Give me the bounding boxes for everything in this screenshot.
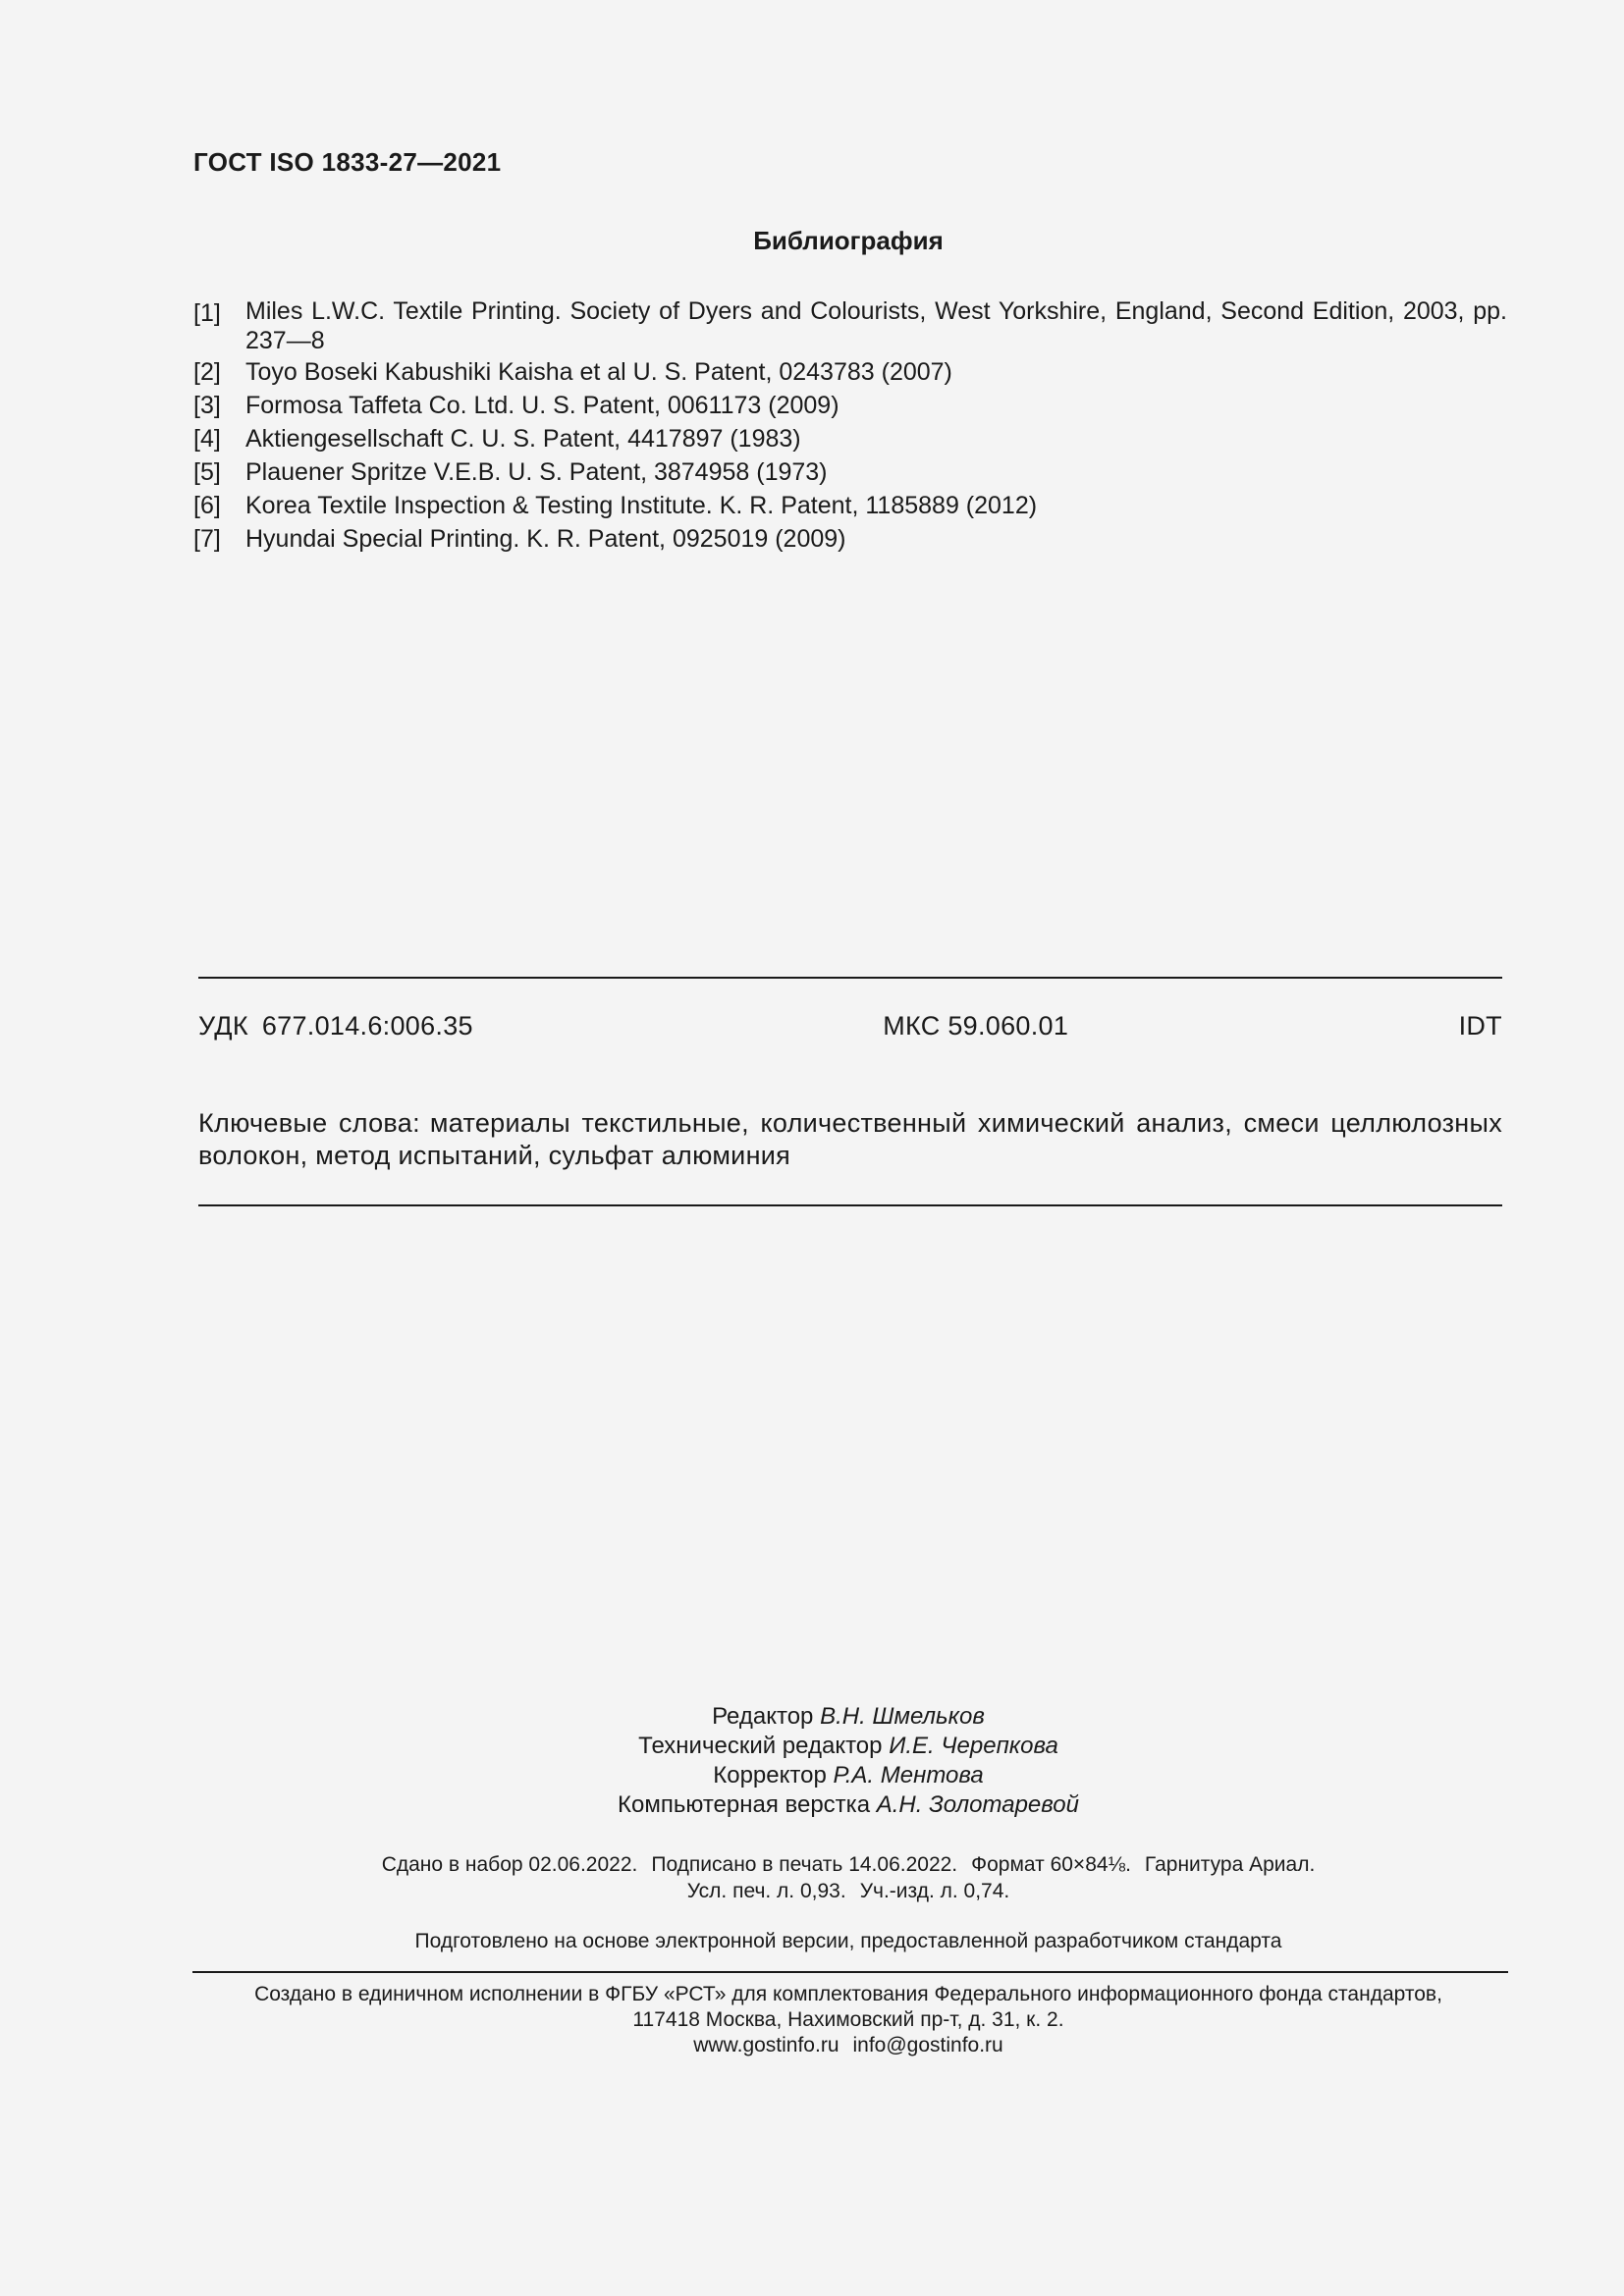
reference-number: [6] (193, 492, 221, 519)
reference-number: [4] (193, 425, 221, 453)
standard-code: ГОСТ ISO 1833-27—2021 (193, 147, 502, 177)
credit-line (73, 1790, 1624, 1820)
reference-item (193, 489, 1507, 522)
credit-line (73, 1702, 1624, 1732)
credit-name: И.Е. Черепкова (889, 1733, 1058, 1759)
paper-format: Формат 60×84⅛. (971, 1853, 1131, 1876)
reference-number: [7] (193, 525, 221, 553)
divider-publisher (192, 1971, 1508, 1973)
reference-number: [2] (193, 358, 221, 386)
reference-number: [1] (193, 299, 221, 327)
reference-text: Korea Textile Inspection & Testing Institute. K. R. Patent, 1185889 (2012) (245, 492, 1038, 519)
reference-number: [3] (193, 392, 221, 419)
udk-block (198, 1011, 473, 1041)
keywords-text: материалы текстильные, количественный химический анализ, смеси целлюлозных волокон, метод испытаний, сульфат алюминия (198, 1108, 1503, 1170)
print-sheets: Усл. печ. л. 0,93. (686, 1880, 846, 1902)
divider-top (198, 977, 1502, 979)
classification-row (198, 1011, 1502, 1041)
reference-text: Formosa Taffeta Co. Ltd. U. S. Patent, 0061173 (2009) (245, 392, 839, 419)
keywords-block (198, 1107, 1502, 1172)
print-info (0, 1851, 1624, 1904)
credit-role: Корректор (713, 1762, 827, 1789)
reference-number: [5] (193, 458, 221, 486)
publisher-email[interactable]: info@gostinfo.ru (852, 2034, 1003, 2056)
keywords-label: Ключевые слова: (198, 1108, 420, 1138)
typeset-date: Сдано в набор 02.06.2022. (381, 1853, 638, 1876)
reference-item (193, 355, 1507, 389)
reference-text: Hyundai Special Printing. K. R. Patent, 0925019 (2009) (245, 525, 846, 553)
bibliography-list (193, 296, 1507, 556)
publishing-sheets: Уч.-изд. л. 0,74. (859, 1880, 1010, 1902)
udk-value: 677.014.6:006.35 (261, 1011, 473, 1041)
publisher-contacts (73, 2033, 1624, 2058)
credit-name: В.Н. Шмельков (820, 1703, 985, 1730)
reference-text: Toyo Boseki Kabushiki Kaisha et al U. S. Patent, 0243783 (2007) (245, 358, 952, 386)
credit-line (73, 1732, 1624, 1761)
print-info-line (73, 1851, 1624, 1878)
credits-block (0, 1702, 1624, 1820)
reference-item (193, 522, 1507, 556)
divider-bottom (198, 1204, 1502, 1206)
udk-label: УДК (198, 1011, 248, 1041)
publisher-address: 117418 Москва, Нахимовский пр-т, д. 31, к. 2. (632, 2008, 1064, 2031)
credit-role: Редактор (712, 1703, 814, 1730)
bibliography-title: Библиография (753, 226, 944, 255)
publisher-website[interactable]: www.gostinfo.ru (693, 2034, 839, 2056)
credit-name: Р.А. Ментова (833, 1762, 984, 1789)
reference-item (193, 422, 1507, 455)
credit-role: Технический редактор (638, 1733, 883, 1759)
credit-line (73, 1761, 1624, 1790)
publisher-block (0, 1982, 1624, 2058)
credit-name: А.Н. Золотаревой (876, 1791, 1079, 1818)
reference-text: Plauener Spritze V.E.B. U. S. Patent, 3874958 (1973) (245, 458, 828, 486)
reference-item (193, 296, 1507, 355)
reference-item (193, 389, 1507, 422)
prepared-note: Подготовлено на основе электронной версии, предоставленной разработчиком стандарта (414, 1930, 1282, 1952)
signed-date: Подписано в печать 14.06.2022. (651, 1853, 958, 1876)
idt-label: IDT (1458, 1011, 1502, 1041)
mks-code: МКС 59.060.01 (883, 1011, 1069, 1041)
reference-text: Aktiengesellschaft C. U. S. Patent, 4417897 (1983) (245, 425, 801, 453)
reference-item (193, 455, 1507, 489)
credit-role: Компьютерная верстка (618, 1791, 871, 1818)
typeface: Гарнитура Ариал. (1144, 1853, 1316, 1876)
publisher-line: Создано в единичном исполнении в ФГБУ «РСТ» для комплектования Федерального информационного фонда стандартов, (254, 1983, 1442, 2005)
reference-text: Miles L.W.C. Textile Printing. Society of Dyers and Colourists, West Yorkshire, England, Second Edition, 2003, pp. 237—8 (245, 297, 1507, 354)
print-info-line (73, 1878, 1624, 1904)
